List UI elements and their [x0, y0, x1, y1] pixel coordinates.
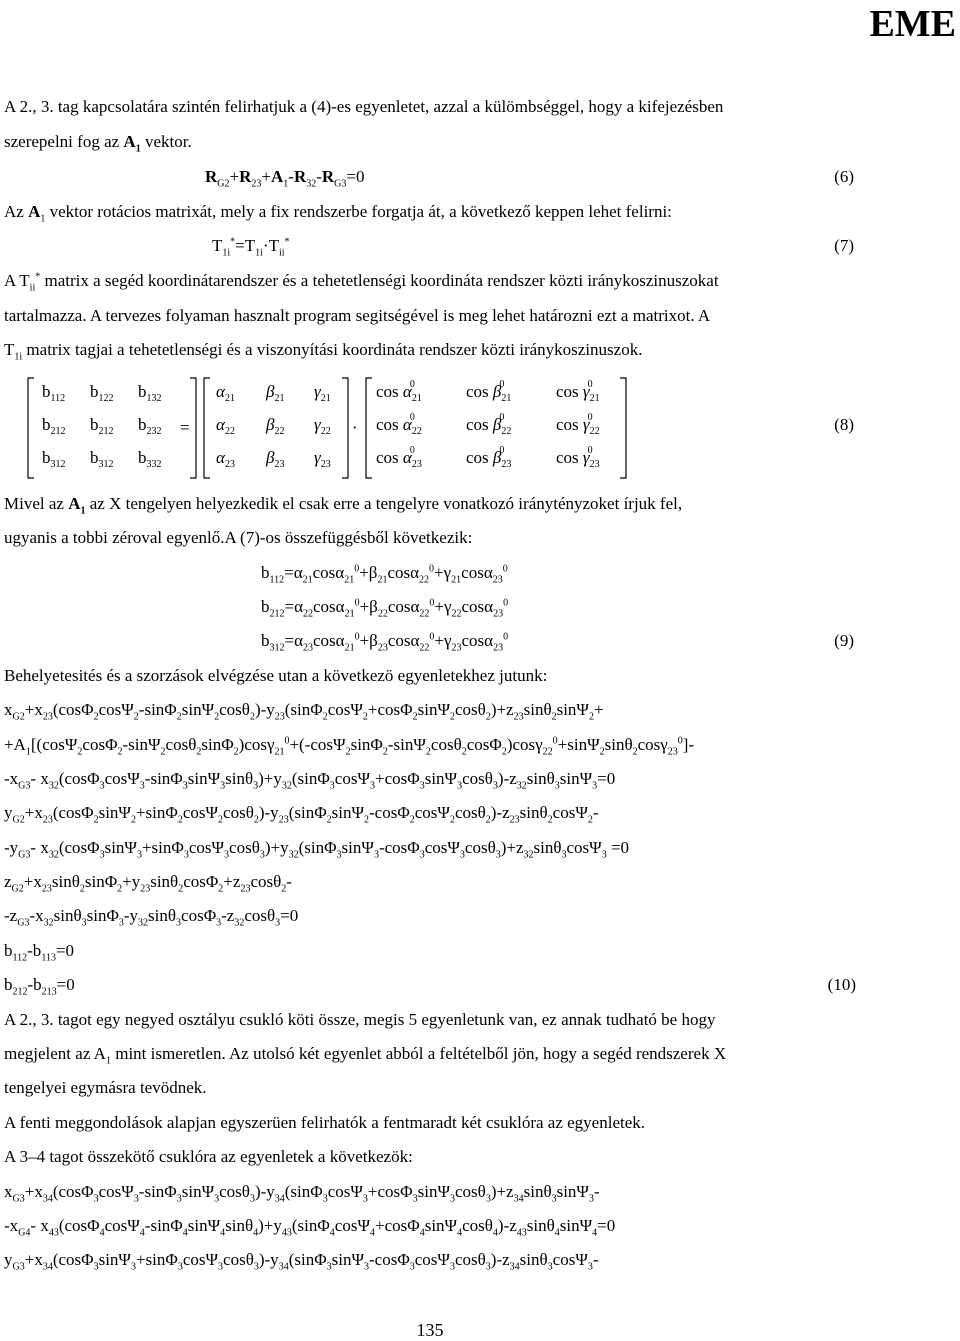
equation-line: $-y_{G3}-$ $x_{32}(\cos\Phi_3\sin\Psi_3+\sin\Phi_3\cos\Psi_3\cos\theta_3)+y_{32}(\sin\Phi_3\sin\Psi_3-\cos\Phi_3\cos\Psi_3\cos\theta_3)+z_{32}\sin\theta_3\cos\Psi_3 =0$ — [4, 838, 630, 861]
eme-logo: EME — [869, 3, 956, 45]
matrix-cell: $\cos \alpha_{22}0$ — [376, 412, 422, 437]
matrix-cell: $\cos \gamma_{21}0$ — [556, 379, 600, 404]
matrix-cell: $\beta_{21}$ — [266, 382, 285, 404]
paragraph-line: megjelent az $A_1$ mint ismeretlen. Az utolsó két egyenlet abból a feltételből jön, hogy a segéd rendszerek X — [4, 1044, 727, 1067]
matrix-cell: $\cos \gamma_{22}0$ — [556, 412, 600, 437]
paragraph-line: Behelyetesités és a szorzások elvégzése utan a következö egyenletekhez jutunk: — [4, 666, 548, 685]
matrix-cell: $b_{112}$ — [42, 382, 66, 404]
paragraph-line: A 2., 3. tagot egy negyed osztályu csukló köti össze, megis 5 egyenletunk van, ez annak tudható be hogy — [4, 1010, 716, 1029]
matrix-cell: $b_{332}$ — [138, 448, 162, 470]
matrix-cell: $b_{312}$ — [42, 448, 66, 470]
matrix-dot: · — [352, 418, 358, 437]
equation-6: $R_{G2}+R_{23}+A_1-R_{32}-R_{G3}=0$ — [205, 167, 365, 190]
paragraph-line: szerepelni fog az $A_1$ vektor. — [4, 132, 192, 155]
paragraph-line: A 2., 3. tag kapcsolatára szintén felirhatjuk a (4)-es egyenletet, azzal a külömbséggel, hogy a kifejezésben — [4, 97, 724, 116]
equation-b212: $b_{212}=\alpha_{22}\cos\alpha_{21}^0+\beta_{22}\cos\alpha_{22}^0+\gamma_{22}\cos\alpha_{23}^0$ — [261, 597, 509, 620]
equation-line: $-x_{G3}-$ $x_{32}(\cos\Phi_3\cos\Psi_3-\sin\Phi_3\sin\Psi_3\sin\theta_3)+y_{32}(\sin\Phi_3\cos\Psi_3+\cos\Phi_3\sin\Psi_3\cos\theta_3)-z_{32}\sin\theta_3\sin\Psi_3=0$ — [4, 769, 616, 792]
equation-b112: $b_{112}=\alpha_{21}\cos\alpha_{21}^0+\beta_{21}\cos\alpha_{22}^0+\gamma_{21}\cos\alpha_{23}^0$ — [261, 563, 508, 586]
matrix-cell: $\alpha_{21}$ — [216, 382, 235, 404]
matrix-cell: $\gamma_{22}$ — [314, 415, 331, 437]
matrix-cell: $\cos \beta_{22}0$ — [466, 412, 512, 437]
matrix-cell: $\cos \beta_{21}0$ — [466, 379, 512, 404]
matrix-equals: = — [180, 418, 190, 437]
matrix-cell: $\beta_{22}$ — [266, 415, 285, 437]
matrix-cell: $b_{212}$ — [90, 415, 114, 437]
matrix-cell: $b_{122}$ — [90, 382, 114, 404]
page-number: 135 — [416, 1320, 444, 1340]
equation-number: (6) — [834, 167, 854, 186]
equation-line: $b_{112}-b_{113}=0$ — [4, 941, 75, 964]
matrix-cell: $\cos \gamma_{23}0$ — [556, 445, 600, 470]
paragraph-line: Az $A_1$ vektor rotácios matrixát, mely a fix rendszerbe forgatja át, a következő keppen lehet felirni: — [4, 202, 672, 225]
matrix-cell: $b_{232}$ — [138, 415, 162, 437]
equation-number: (9) — [834, 631, 854, 650]
paragraph-line: A 3–4 tagot összekötő csuklóra az egyenletek a következök: — [4, 1147, 413, 1166]
matrix-cell: $b_{212}$ — [42, 415, 66, 437]
equation-line: $y_{G3}+x_{34}(\cos\Phi_3\sin\Psi_3+\sin\Phi_3\cos\Psi_3\cos\theta_3)-y_{34}(\sin\Phi_3\sin\Psi_3-\cos\Phi_3\cos\Psi_3\cos\theta_3)-z_{34}\sin\theta_3\cos\Psi_3-$ — [4, 1250, 599, 1273]
paragraph-line: tartalmazza. A tervezes folyaman hasznalt program segitségével is meg lehet határozni ezt a matrixot. A — [4, 306, 711, 325]
matrix-cell: $\gamma_{21}$ — [314, 382, 331, 404]
matrix-equation-8 — [20, 375, 700, 481]
paragraph-line: ugyanis a tobbi zéroval egyenlő.A (7)-os összefüggésből következik: — [4, 528, 473, 547]
equation-line: $b_{212}-b_{213}=0$ — [4, 975, 75, 998]
equation-number: (7) — [834, 236, 854, 255]
paragraph-line: tengelyei egymásra tevödnek. — [4, 1078, 207, 1097]
matrix-cell: $\cos \alpha_{23}0$ — [376, 445, 422, 470]
matrix-cell: $\cos \alpha_{21}0$ — [376, 379, 422, 404]
equation-line: $-z_{G3}-x_{32}\sin\theta_3\sin\Phi_3-y_{32}\sin\theta_3\cos\Phi_3-z_{32}\cos\theta_3=0$ — [4, 906, 299, 929]
equation-line: $x_{G2}+x_{23}(\cos\Phi_2\cos\Psi_2-\sin\Phi_2\sin\Psi_2\cos\theta_2)-y_{23}(\sin\Phi_2\cos\Psi_2+\cos\Phi_2\sin\Psi_2\cos\theta_2)+z_{23}\sin\theta_2\sin\Psi_2+$ — [4, 700, 604, 723]
equation-number: (10) — [827, 975, 856, 994]
matrix-cell: $\cos \beta_{23}0$ — [466, 445, 512, 470]
equation-line: $x_{G3}+x_{34}(\cos\Phi_3\cos\Psi_3-\sin\Phi_3\sin\Psi_3\cos\theta_3)-y_{34}(\sin\Phi_3\cos\Psi_3+\cos\Phi_3\sin\Psi_3\cos\theta_3)+z_{34}\sin\theta_3\sin\Psi_3-$ — [4, 1182, 600, 1205]
matrix-cell: $\beta_{23}$ — [266, 448, 285, 470]
paragraph-line: $T_{1i}$ matrix tagjai a tehetetlenségi és a viszonyítási koordináta rendszer közti iránykoszinuszok. — [4, 340, 643, 363]
paragraph-line: A $T_{ii}^*$ matrix a segéd koordinátarendszer és a tehetetlenségi koordináta rendszer közti iránykoszinuszokat — [4, 271, 719, 294]
matrix-cell: $\alpha_{23}$ — [216, 448, 235, 470]
equation-7: $T_{1i}^*=T_{1i}\cdot T_{ii}^*$ — [212, 236, 290, 259]
equation-number: (8) — [834, 415, 854, 434]
equation-line: $+A_1[(\cos\Psi_2\cos\Phi_2-\sin\Psi_2\cos\theta_2\sin\Phi_2)\cos\gamma_{21}^0+(-\cos\Psi_2\sin\Phi_2-\sin\Psi_2\cos\theta_2\cos\Phi_2)\cos\gamma_{22}^0+\sin\Psi_2\sin\theta_2\cos\gamma_{23}^0]-$ — [4, 735, 695, 758]
equation-line: $y_{G2}+x_{23}(\cos\Phi_2\sin\Psi_2+\sin\Phi_2\cos\Psi_2\cos\theta_2)-y_{23}(\sin\Phi_2\sin\Psi_2-\cos\Phi_2\cos\Psi_2\cos\theta_2)-z_{23}\sin\theta_2\cos\Psi_2-$ — [4, 803, 599, 826]
matrix-cell: $\alpha_{22}$ — [216, 415, 235, 437]
equation-b312: $b_{312}=\alpha_{23}\cos\alpha_{21}^0+\beta_{23}\cos\alpha_{22}^0+\gamma_{23}\cos\alpha_{23}^0$ — [261, 631, 509, 654]
paragraph-line: A fenti meggondolások alapjan egyszerüen felirhatók a fentmaradt két csuklóra az egyenletek. — [4, 1113, 646, 1132]
equation-line: $-x_{G4}-$ $x_{43}(\cos\Phi_4\cos\Psi_4-\sin\Phi_4\sin\Psi_4\sin\theta_4)+y_{43}(\sin\Phi_4\cos\Psi_4+\cos\Phi_4\sin\Psi_4\cos\theta_4)-z_{43}\sin\theta_4\sin\Psi_4=0$ — [4, 1216, 616, 1239]
paragraph-line: Mivel az $A_1$ az X tengelyen helyezkedik el csak erre a tengelyre vonatkozó iránytényzoket írjuk fel, — [4, 494, 683, 517]
matrix-cell: $b_{132}$ — [138, 382, 162, 404]
equation-line: $z_{G2}+x_{23}\sin\theta_2\sin\Phi_2+y_{23}\sin\theta_2\cos\Phi_2+z_{23}\cos\theta_2-$ — [4, 872, 292, 895]
matrix-cell: $b_{312}$ — [90, 448, 114, 470]
matrix-cell: $\gamma_{23}$ — [314, 448, 331, 470]
